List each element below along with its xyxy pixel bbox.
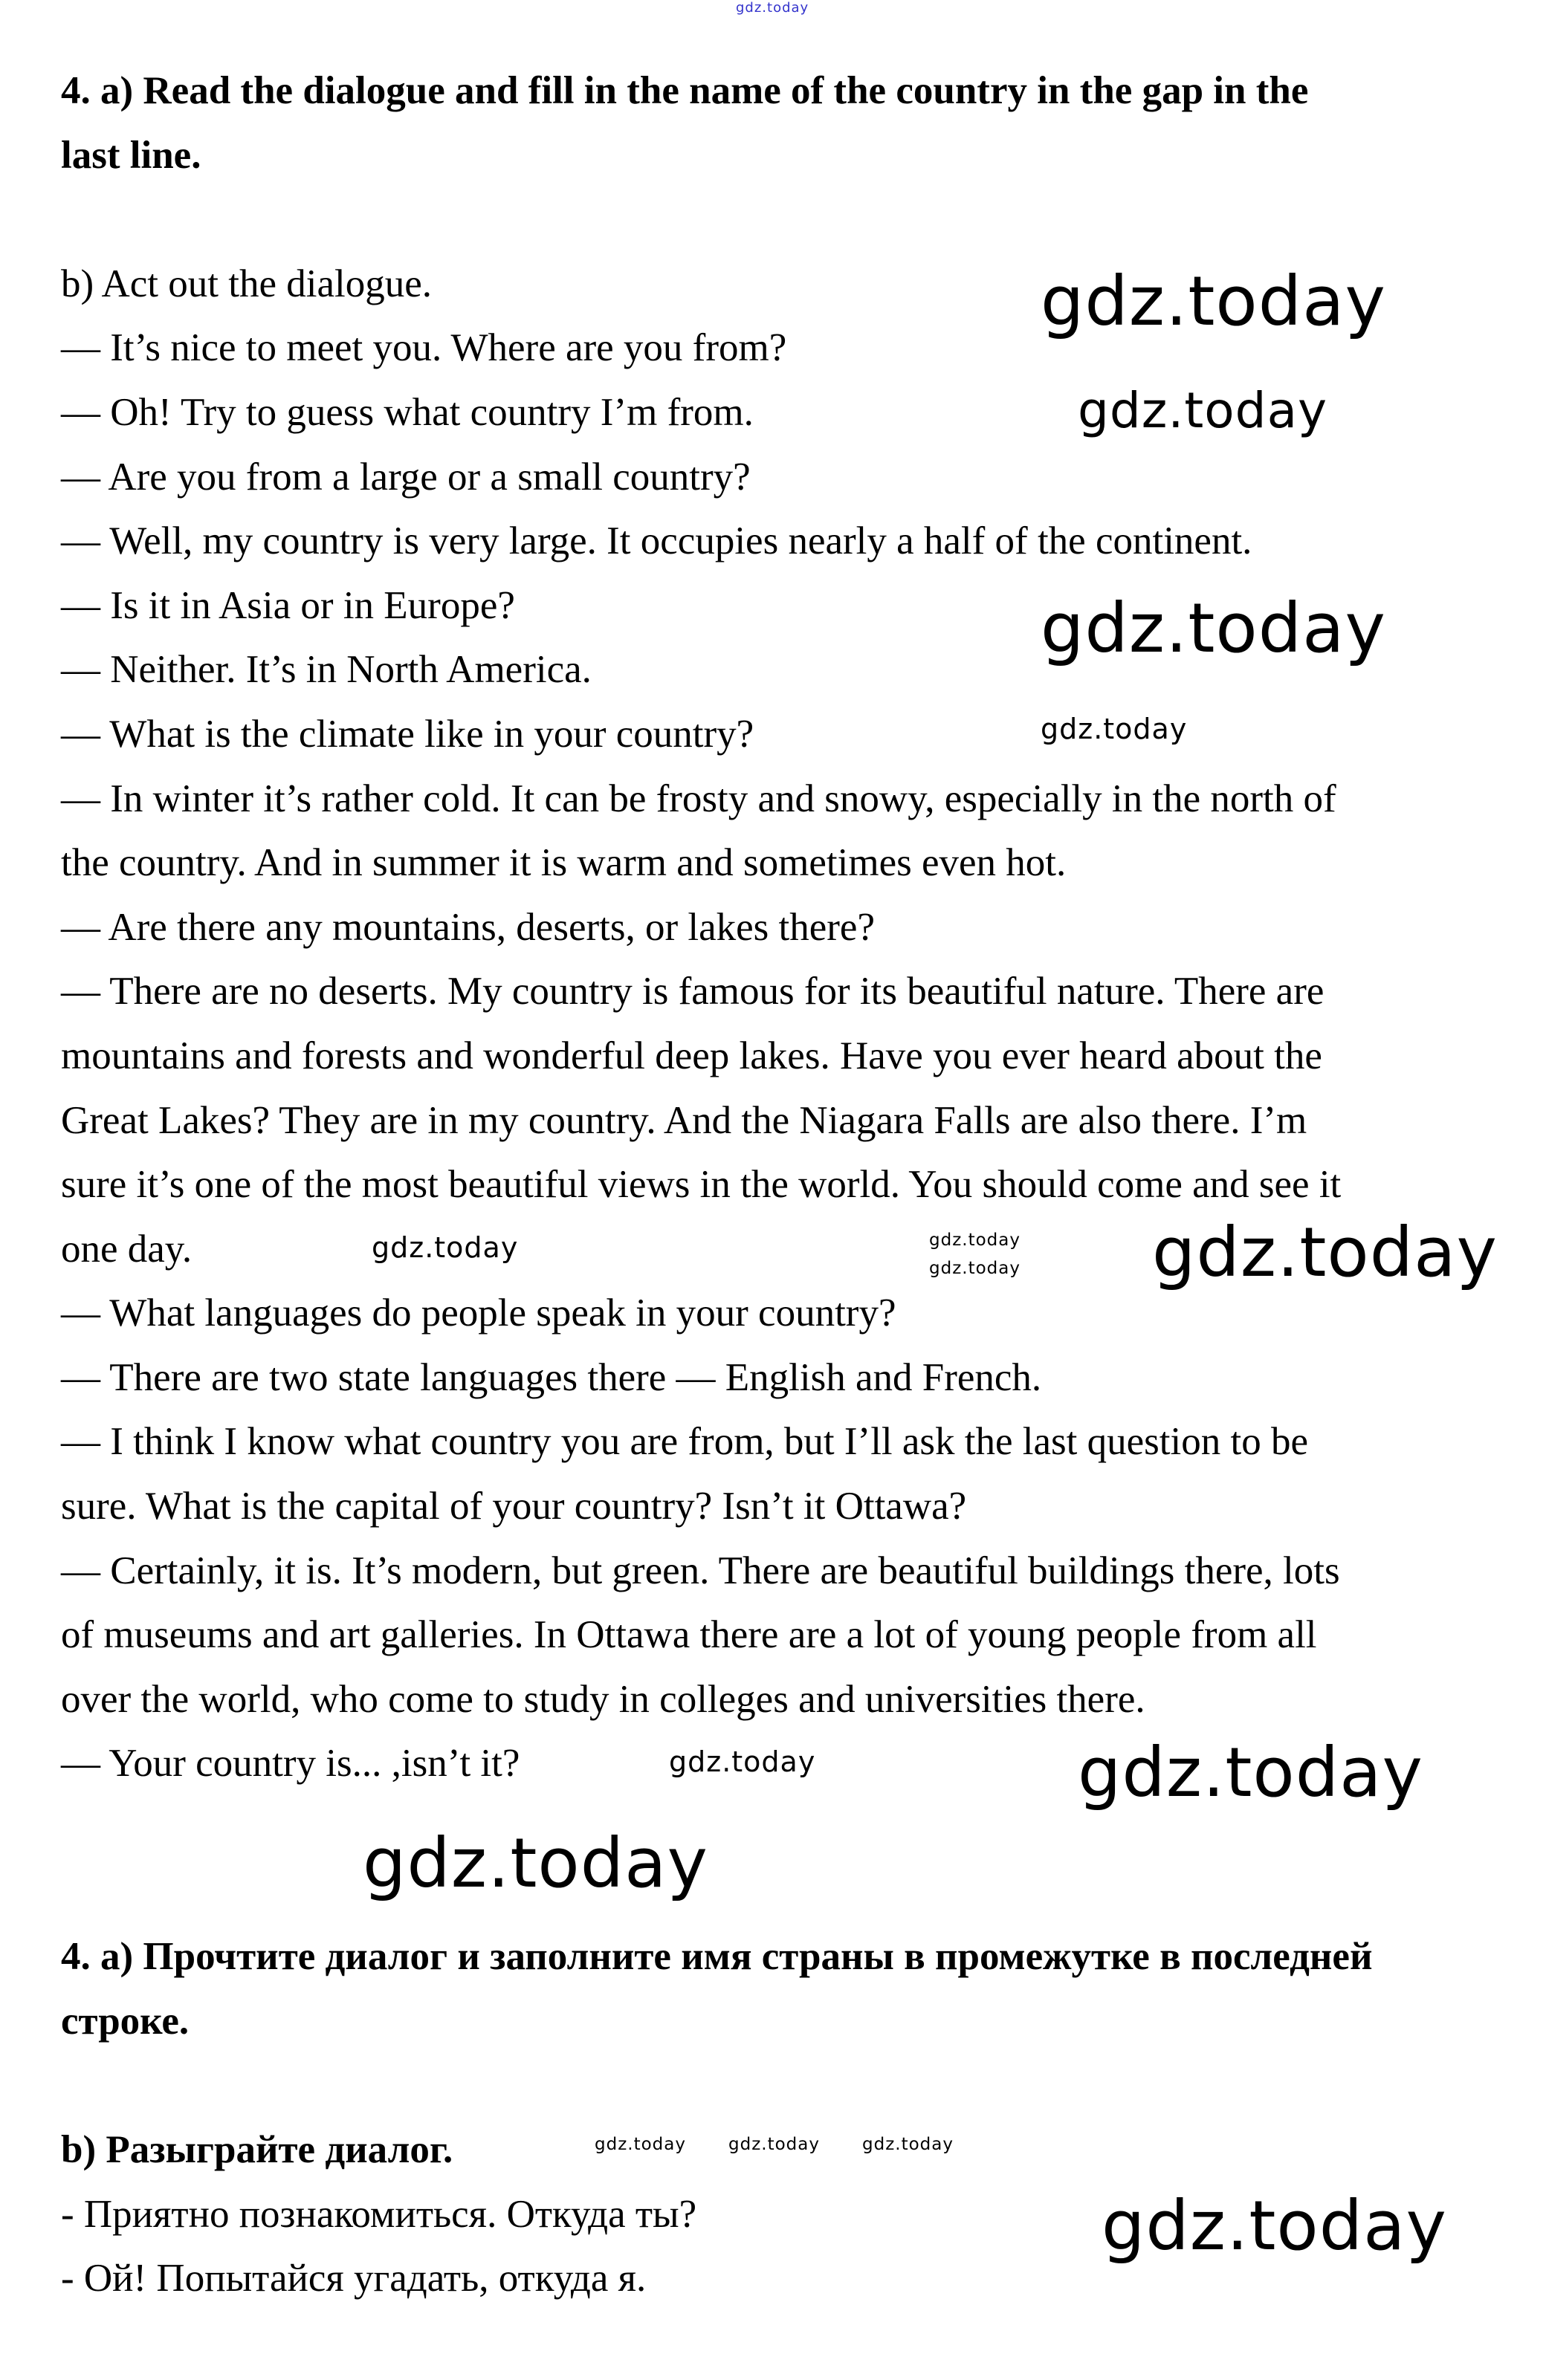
dialogue-line: — Certainly, it is. It’s modern, but green. There are beautiful buildings there, lots bbox=[61, 1549, 1340, 1592]
watermark: gdz.today bbox=[363, 1823, 708, 1903]
english-heading-line: 4. a) Read the dialogue and fill in the name of the country in the gap in the bbox=[61, 69, 1309, 112]
dialogue-line: — What languages do people speak in your country? bbox=[61, 1291, 896, 1335]
dialogue-line: over the world, who come to study in colleges and universities there. bbox=[61, 1677, 1145, 1721]
dialogue-line: — Is it in Asia or in Europe? bbox=[61, 583, 515, 627]
dialogue-line: — Well, my country is very large. It occupies nearly a half of the continent. bbox=[61, 519, 1252, 563]
dialogue-line: one day. bbox=[61, 1227, 193, 1271]
watermark: gdz.today bbox=[728, 2135, 820, 2154]
dialogue-line: - Ой! Попытайся угадать, откуда я. bbox=[61, 2257, 647, 2300]
english-subheading: b) Act out the dialogue. bbox=[61, 262, 432, 305]
dialogue-line: — Your country is... ,isn’t it? bbox=[61, 1742, 520, 1786]
dialogue-line: the country. And in summer it is warm and sometimes even hot. bbox=[61, 841, 1067, 885]
watermark: gdz.today bbox=[1078, 382, 1328, 439]
watermark: gdz.today bbox=[1041, 588, 1386, 668]
watermark: gdz.today bbox=[1041, 713, 1188, 745]
watermark: gdz.today bbox=[1152, 1213, 1498, 1292]
dialogue-line: — In winter it’s rather cold. It can be frosty and snowy, especially in the north of bbox=[61, 776, 1336, 820]
dialogue-line: — Are you from a large or a small country? bbox=[61, 455, 751, 499]
dialogue-line: — It’s nice to meet you. Where are you from? bbox=[61, 326, 787, 370]
dialogue-line: mountains and forests and wonderful deep lakes. Have you ever heard about the bbox=[61, 1034, 1322, 1077]
dialogue-line: — There are no deserts. My country is famous for its beautiful nature. There are bbox=[61, 970, 1325, 1014]
watermark: gdz.today bbox=[1102, 2186, 1447, 2266]
watermark: gdz.today bbox=[862, 2135, 954, 2154]
dialogue-line: — Are there any mountains, deserts, or lakes there? bbox=[61, 905, 875, 949]
english-heading-line: last line. bbox=[61, 133, 201, 177]
dialogue-line: - Приятно познакомиться. Откуда ты? bbox=[61, 2192, 697, 2236]
dialogue-line: — What is the climate like in your country? bbox=[61, 712, 754, 756]
watermark: gdz.today bbox=[1078, 1733, 1423, 1812]
dialogue-line: — Oh! Try to guess what country I’m from. bbox=[61, 390, 754, 434]
watermark: gdz.today bbox=[929, 1259, 1021, 1278]
watermark: gdz.today bbox=[929, 1230, 1021, 1250]
watermark-top: gdz.today bbox=[736, 0, 809, 16]
watermark: gdz.today bbox=[669, 1745, 816, 1778]
russian-heading-line: 4. a) Прочтите диалог и заполните имя страны в промежутке в последней bbox=[61, 1935, 1373, 1979]
dialogue-line: — Neither. It’s in North America. bbox=[61, 648, 592, 692]
watermark: gdz.today bbox=[595, 2135, 686, 2154]
watermark: gdz.today bbox=[372, 1231, 519, 1264]
dialogue-line: Great Lakes? They are in my country. And the Niagara Falls are also there. I’m bbox=[61, 1098, 1307, 1142]
russian-subheading: b) Разыграйте диалог. bbox=[61, 2128, 453, 2171]
dialogue-line: of museums and art galleries. In Ottawa there are a lot of young people from all bbox=[61, 1613, 1317, 1657]
dialogue-line: sure it’s one of the most beautiful views in the world. You should come and see it bbox=[61, 1163, 1342, 1207]
dialogue-line: — I think I know what country you are from, but I’ll ask the last question to be bbox=[61, 1420, 1308, 1464]
watermark: gdz.today bbox=[1041, 262, 1386, 341]
english-dialogue bbox=[61, 316, 1518, 1796]
dialogue-line: sure. What is the capital of your country? Isn’t it Ottawa? bbox=[61, 1485, 967, 1528]
russian-heading-line: строке. bbox=[61, 1999, 190, 2043]
dialogue-line: — There are two state languages there — English and French. bbox=[61, 1355, 1042, 1399]
